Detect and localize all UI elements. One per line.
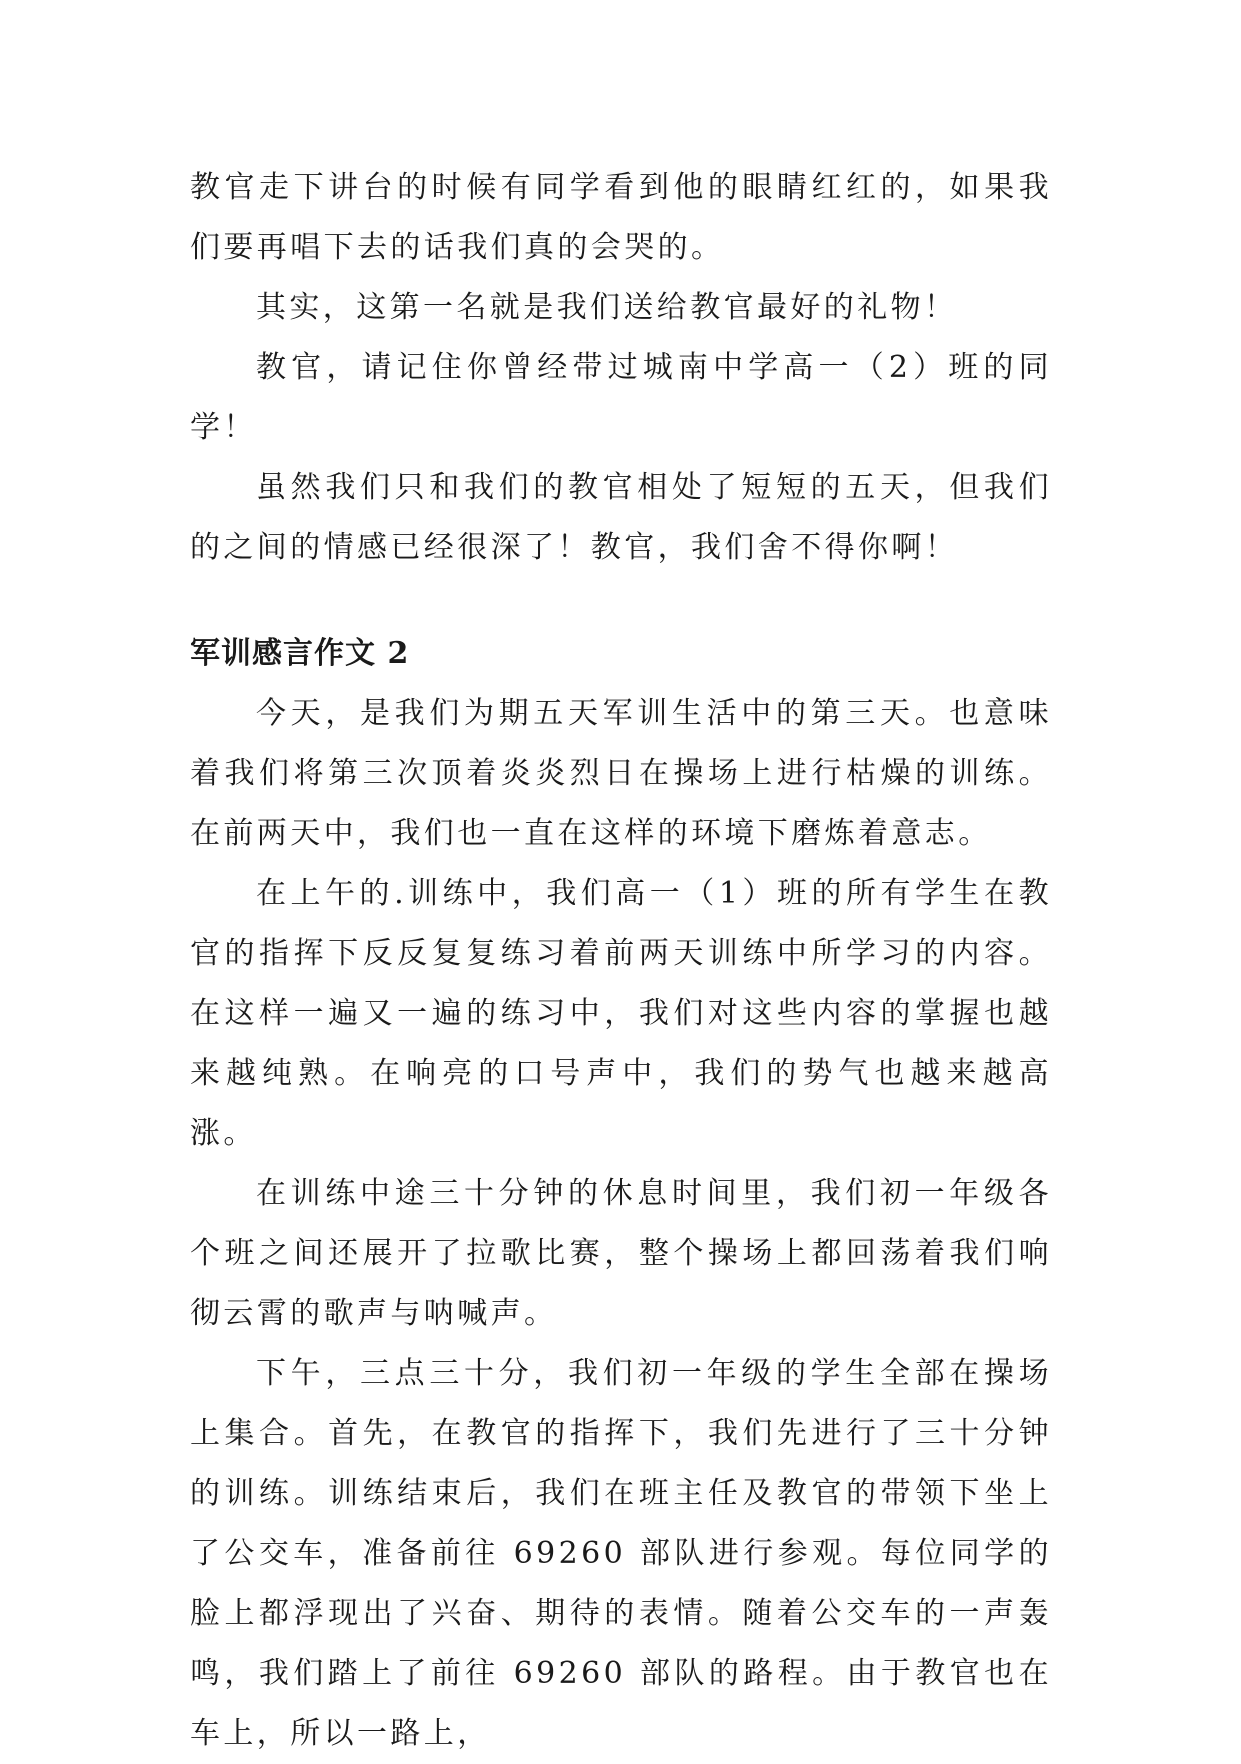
document-body [190,158,1052,1764]
paragraph: 今天，是我们为期五天军训生活中的第三天。也意味着我们将第三次顶着炎炎烈日在操场上进行枯燥的训练。在前两天中，我们也一直在这样的环境下磨炼着意志。 [190,696,1052,851]
section-title: 军训感言作文 2 [190,636,410,671]
paragraph: 虽然我们只和我们的教官相处了短短的五天，但我们的之间的情感已经很深了！教官，我们舍不得你啊！ [190,470,1052,565]
paragraph: 教官，请记住你曾经带过城南中学高一（2）班的同学！ [190,350,1052,445]
paragraph-continuation: 教官走下讲台的时候有同学看到他的眼睛红红的，如果我们要再唱下去的话我们真的会哭的。 [190,170,1052,265]
paragraph: 下午，三点三十分，我们初一年级的学生全部在操场上集合。首先，在教官的指挥下，我们先进行了三十分钟的训练。训练结束后，我们在班主任及教官的带领下坐上了公交车，准备前往 69260 部队进行参观。每位同学的脸上都浮现出了兴奋、期待的表情。随着公交车的一声轰鸣，我们踏上了前往 69260 部队的路程。由于教官也在车上，所以一路上， [190,1356,1052,1751]
paragraph: 其实，这第一名就是我们送给教官最好的礼物！ [256,290,958,325]
paragraph: 在上午的.训练中，我们高一（1）班的所有学生在教官的指挥下反反复复练习着前两天训练中所学习的内容。在这样一遍又一遍的练习中，我们对这些内容的掌握也越来越纯熟。在响亮的口号声中，我们的势气也越来越高涨。 [190,876,1052,1151]
paragraph: 在训练中途三十分钟的休息时间里，我们初一年级各个班之间还展开了拉歌比赛，整个操场上都回荡着我们响彻云霄的歌声与呐喊声。 [190,1176,1052,1331]
